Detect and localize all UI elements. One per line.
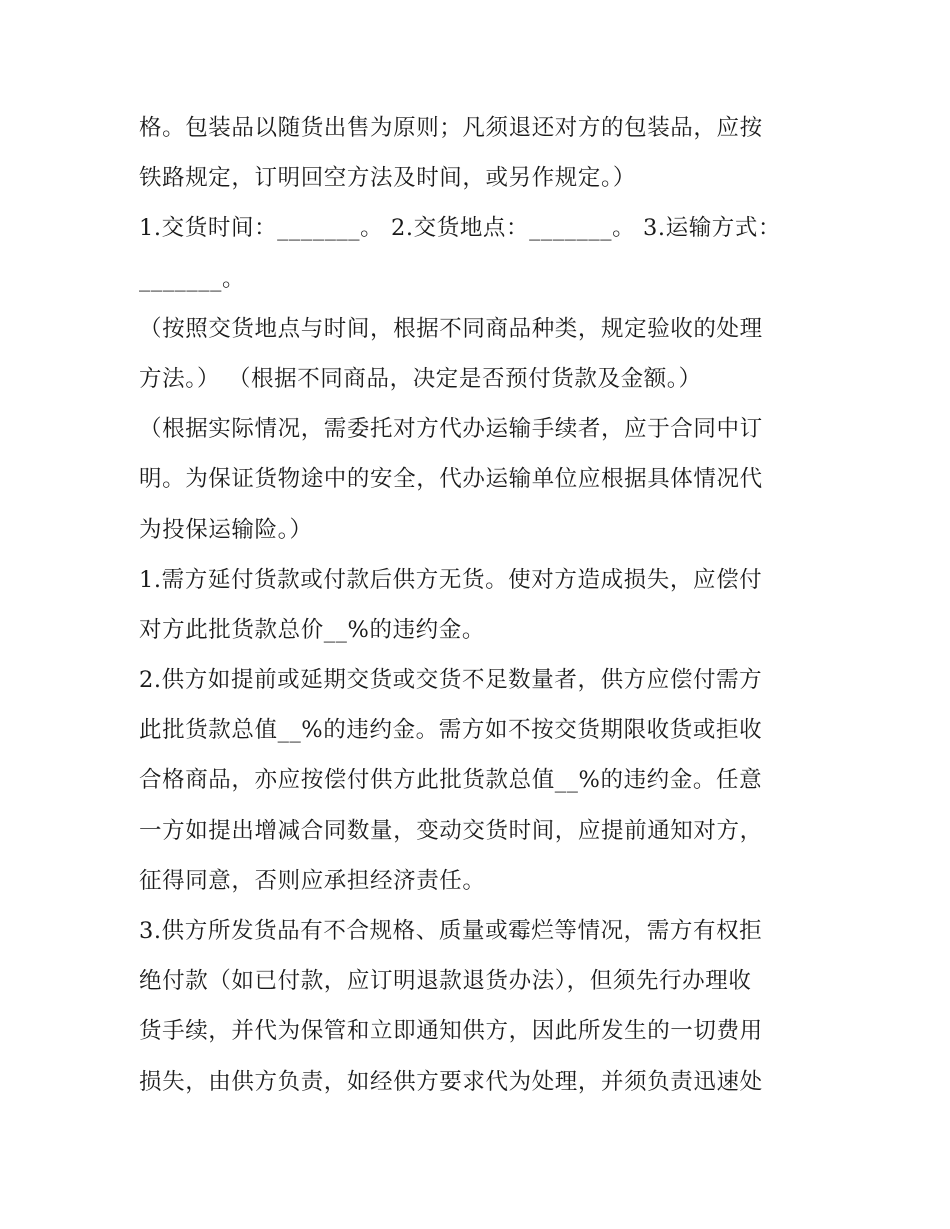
text-line: 征得同意，否则应承担经济责任。 xyxy=(139,867,486,894)
text-line: 1.需方延付货款或付款后供方无货。使对方造成损失，应偿付 xyxy=(139,566,763,593)
text-line: 一方如提出增减合同数量，变动交货时间，应提前通知对方， xyxy=(139,817,763,844)
text-line: _______。 xyxy=(139,265,246,292)
text-line: 2.供方如提前或延期交货或交货不足数量者，供方应偿付需方 xyxy=(139,667,763,694)
text-line: 为投保运输险。） xyxy=(139,516,313,543)
text-line: 损失，由供方负责，如经供方要求代为处理，并须负责迅速处 xyxy=(139,1068,763,1095)
text-line: （根据实际情况，需委托对方代办运输手续者，应于合同中订 xyxy=(139,416,763,443)
text-line: （按照交货地点与时间，根据不同商品种类，规定验收的处理 xyxy=(139,315,763,342)
text-line: 1.交货时间：_______。 2.交货地点：_______。 3.运输方式： xyxy=(139,215,782,242)
text-line: 对方此批货款总价__%的违约金。 xyxy=(139,616,485,643)
text-line: 3.供方所发货品有不合规格、质量或霉烂等情况，需方有权拒 xyxy=(139,918,763,944)
text-line: 方法。） （根据不同商品，决定是否预付货款及金额。） xyxy=(139,365,702,392)
text-line: 明。为保证货物途中的安全，代办运输单位应根据具体情况代 xyxy=(139,466,763,493)
text-line: 格。包装品以随货出售为原则；凡须退还对方的包装品，应按 xyxy=(139,115,763,141)
document-body xyxy=(139,103,819,1107)
text-line: 此批货款总值__%的违约金。需方如不按交货期限收货或拒收 xyxy=(139,717,763,744)
text-line: 绝付款（如已付款，应订明退款退货办法），但须先行办理收 xyxy=(139,968,752,995)
text-line: 铁路规定，订明回空方法及时间，或另作规定。） xyxy=(139,165,636,192)
text-line: 货手续，并代为保管和立即通知供方，因此所发生的一切费用 xyxy=(139,1018,763,1045)
text-line: 合格商品，亦应按偿付供方此批货款总值__%的违约金。任意 xyxy=(139,767,763,794)
